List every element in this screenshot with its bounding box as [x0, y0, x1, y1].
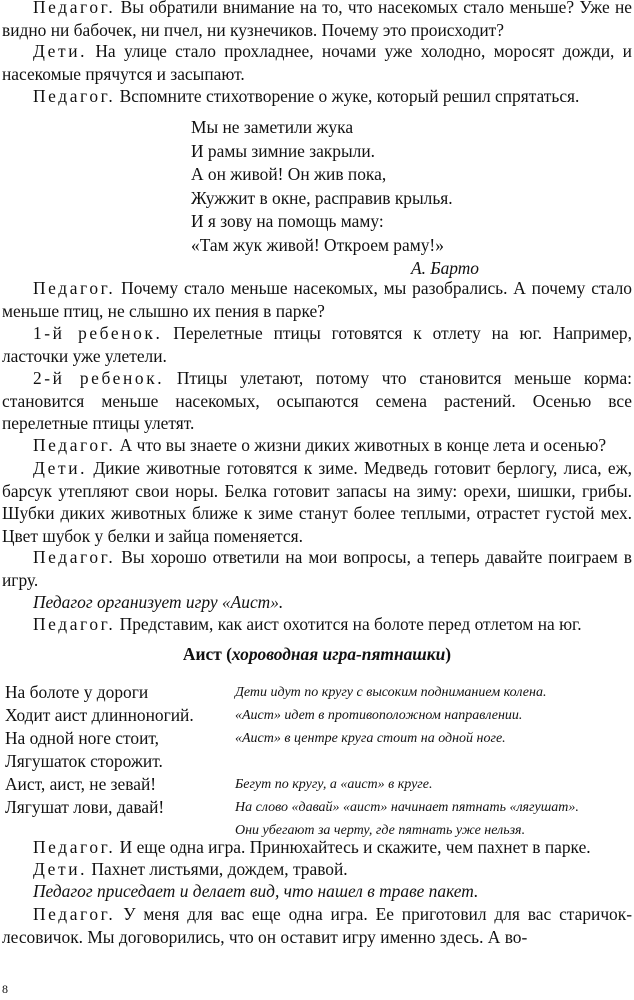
poem-line: И рамы зимние закрыли. [191, 140, 375, 161]
paragraph-6 [2, 367, 632, 435]
speaker-label: 1-й ребенок. [33, 323, 163, 343]
speaker-label: Педагог. [33, 278, 116, 298]
paragraph-text: Дикие животные готовятся к зиме. Медведь готовит берлогу, лиса, еж, барсук утепляют свои норы. Белка готовит запасы на зиму: орехи, шишки, грибы. Шубки диких животных ближе к зиме станут более теплыми, отрастет густой мех. Цвет шубок у белки и зайца поменяется. [2, 458, 632, 546]
paragraph-text: У меня для вас еще одна игра. Ее приготовил для вас старичок-лесовичок. Мы договорились, что он оставит игру именно здесь. А во- [2, 904, 632, 947]
speaker-label: Педагог. [33, 86, 116, 106]
game-verse: На болоте у дороги [5, 682, 149, 702]
game-verse: Ходит аист длинноногий. [5, 705, 194, 725]
game-verse: Лягушат лови, давай! [5, 797, 165, 817]
paragraph-12 [2, 858, 632, 881]
paragraph-4 [2, 277, 632, 322]
speaker-label: Дети. [33, 458, 88, 478]
speaker-label: 2-й ребенок. [33, 368, 165, 388]
game-row [5, 704, 633, 727]
poem-line: А он живой! Он жив пока, [191, 164, 387, 184]
paragraph-2 [2, 40, 632, 85]
game-row [5, 773, 633, 796]
game-row [5, 796, 633, 819]
paragraph-text: Вы обратили внимание на то, что насекомых стало меньше? Уже не видно ни бабочек, ни пчел, ни кузнечиков. Почему это происходит? [2, 0, 632, 40]
paragraph-text: Вспомните стихотворение о жуке, который решил спрятаться. [115, 86, 580, 106]
game-row [5, 681, 633, 704]
game-row [5, 750, 633, 773]
game-row [5, 727, 633, 750]
poem-line: Мы не заметили жука [191, 117, 354, 137]
paragraph-10 [2, 613, 632, 636]
poem [191, 116, 491, 281]
paragraph-text: Вы хорошо ответили на мои вопросы, а теперь давайте поиграем в игру. [2, 547, 632, 590]
game-title-text: Аист ( [182, 644, 232, 664]
game-action: Дети идут по кругу с высоким подниманием колена. [235, 685, 547, 700]
game-title-subtitle: хороводная игра-пятнашки [231, 644, 446, 664]
game-verse: Аист, аист, не зевай! [5, 774, 157, 794]
paragraph-text: Представим, как аист охотится на болоте перед отлетом на юг. [115, 614, 582, 634]
game-title-end: ) [445, 644, 452, 664]
paragraph-text: И еще одна игра. Принюхайтесь и скажите, чем пахнет в парке. [115, 837, 591, 857]
page-number: 8 [2, 982, 8, 996]
paragraph-7 [2, 434, 632, 457]
paragraph-3 [2, 85, 632, 108]
paragraph-text: Почему стало меньше насекомых, мы разобрались. А почему стало меньше птиц, не слышно их пения в парке? [2, 278, 632, 321]
paragraph-9 [2, 546, 632, 591]
game-action: «Аист» идет в противоположном направлении. [235, 708, 523, 723]
paragraph-11 [2, 836, 632, 859]
speaker-label: Педагог. [33, 614, 116, 634]
paragraph-5 [2, 322, 632, 367]
paragraph-text: А что вы знаете о жизни диких животных в конце лета и осенью? [115, 435, 607, 455]
game-verse: На одной ноге стоит, [5, 728, 160, 748]
paragraph-text: Птицы улетают, потому что становится меньше корма: становится меньше насекомых, осыпаются семена растений. Осенью все перелетные птицы улетят. [2, 368, 632, 433]
speaker-label: Дети. [33, 41, 88, 61]
speaker-label: Педагог. [33, 0, 116, 17]
game-action: На слово «давай» «аист» начинает пятнать «лягушат». [235, 800, 579, 815]
speaker-label: Педагог. [33, 904, 116, 924]
speaker-label: Педагог. [33, 837, 116, 857]
stage-remark: Педагог приседает и делает вид, что нашел в траве пакет. [33, 881, 479, 901]
paragraph-text: Пахнет листьями, дождем, травой. [87, 859, 348, 879]
paragraph-1 [2, 0, 632, 41]
poem-line: Жужжит в окне, расправив крылья. [191, 187, 453, 208]
paragraph-text: На улице стало прохладнее, ночами уже холодно, моросят дожди, и насекомые прячутся и засыпают. [2, 41, 632, 84]
speaker-label: Дети. [33, 859, 88, 879]
game-verse: Лягушаток сторожит. [5, 751, 163, 771]
poem-author: А. Барто [411, 258, 479, 278]
speaker-label: Педагог. [33, 435, 116, 455]
paragraph-8 [2, 457, 632, 547]
stage-remark: Педагог организует игру «Аист». [33, 592, 284, 612]
poem-line: «Там жук живой! Откроем раму!» [191, 234, 444, 255]
paragraph-13 [2, 903, 632, 948]
game-action: Они убегают за черту, где пятнать уже нельзя. [235, 823, 526, 838]
poem-line: И я зову на помощь маму: [191, 211, 384, 231]
game-title [0, 644, 634, 665]
paragraph-text: Перелетные птицы готовятся к отлету на юг. Например, ласточки уже улетели. [2, 323, 632, 366]
speaker-label: Педагог. [33, 547, 116, 567]
game-action: Бегут по кругу, а «аист» в круге. [235, 777, 433, 792]
game-action: «Аист» в центре круга стоит на одной ноге. [235, 731, 506, 746]
game-table [5, 681, 633, 842]
